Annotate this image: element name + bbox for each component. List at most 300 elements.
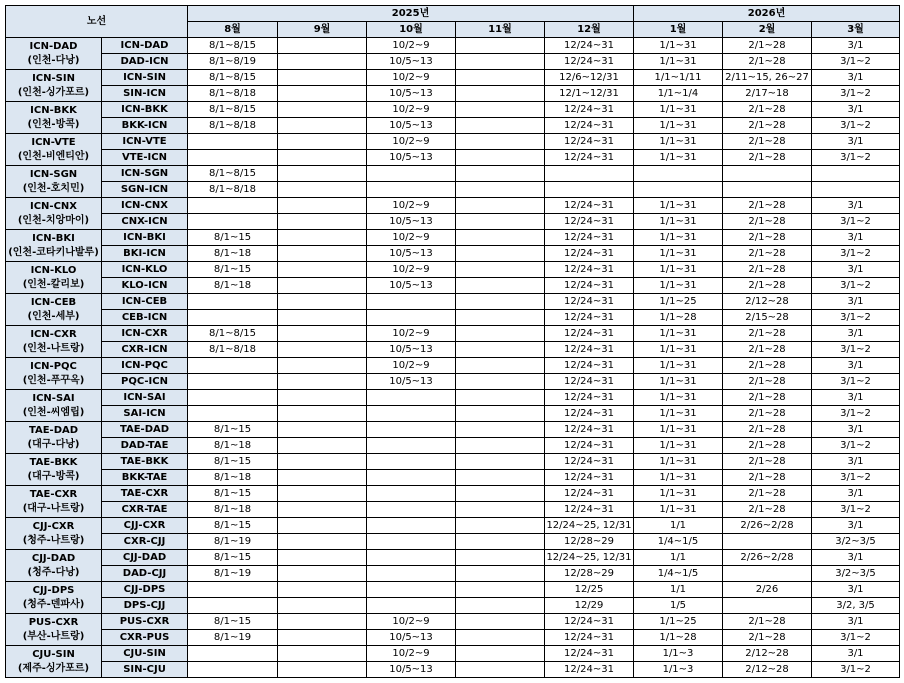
date-cell: [456, 86, 545, 102]
segment-cell: ICN-PQC: [102, 358, 188, 374]
date-cell: 1/1~31: [634, 358, 723, 374]
month-header: 10월: [367, 22, 456, 38]
date-cell: [278, 438, 367, 454]
route-group-cell: [6, 422, 102, 454]
date-cell: 1/1~25: [634, 294, 723, 310]
route-city-names: (대구-다낭): [27, 438, 80, 450]
date-cell: 8/1~19: [188, 534, 278, 550]
date-cell: 10/5~13: [367, 214, 456, 230]
route-city-names: (인천-나트랑): [22, 342, 85, 354]
date-cell: 8/1~8/19: [188, 54, 278, 70]
table-row: [6, 70, 900, 86]
date-cell: [367, 486, 456, 502]
date-cell: [367, 598, 456, 614]
date-cell: 12/24~25, 12/31: [545, 550, 634, 566]
date-cell: 3/1: [812, 134, 900, 150]
route-group-cell: [6, 102, 102, 134]
segment-cell: SAI-ICN: [102, 406, 188, 422]
date-cell: 1/1~31: [634, 422, 723, 438]
date-cell: [367, 390, 456, 406]
route-code: TAE-DAD: [28, 424, 79, 436]
table-row: [6, 118, 900, 134]
date-cell: [456, 390, 545, 406]
date-cell: [367, 454, 456, 470]
date-cell: [367, 566, 456, 582]
month-header: 11월: [456, 22, 545, 38]
date-cell: 3/1~2: [812, 278, 900, 294]
date-cell: [278, 486, 367, 502]
segment-cell: TAE-BKK: [102, 454, 188, 470]
route-group-cell: [6, 454, 102, 486]
date-cell: 3/1~2: [812, 406, 900, 422]
date-cell: [278, 326, 367, 342]
date-cell: 2/1~28: [723, 54, 812, 70]
date-cell: 12/24~25, 12/31: [545, 518, 634, 534]
date-cell: 3/1~2: [812, 438, 900, 454]
date-cell: 1/1~31: [634, 198, 723, 214]
date-cell: [278, 358, 367, 374]
date-cell: 3/2~3/5: [812, 566, 900, 582]
route-code: CJJ-CXR: [32, 520, 75, 532]
date-cell: 2/1~28: [723, 230, 812, 246]
date-cell: [278, 134, 367, 150]
date-cell: [367, 406, 456, 422]
date-cell: 3/1~2: [812, 54, 900, 70]
date-cell: 3/1~2: [812, 374, 900, 390]
date-cell: [278, 566, 367, 582]
date-cell: 12/24~31: [545, 374, 634, 390]
date-cell: 1/1~3: [634, 662, 723, 678]
date-cell: 1/1~31: [634, 38, 723, 54]
segment-cell: ICN-DAD: [102, 38, 188, 54]
table-row: [6, 230, 900, 246]
date-cell: 3/1: [812, 518, 900, 534]
segment-cell: PQC-ICN: [102, 374, 188, 390]
route-group-cell: [6, 358, 102, 390]
segment-cell: ICN-SIN: [102, 70, 188, 86]
route-city-names: (청주-다낭): [27, 566, 80, 578]
month-header: 3월: [812, 22, 900, 38]
route-code: ICN-SAI: [32, 392, 75, 404]
table-row: [6, 198, 900, 214]
date-cell: [188, 358, 278, 374]
date-cell: 2/26: [723, 582, 812, 598]
date-cell: [456, 486, 545, 502]
date-cell: 10/2~9: [367, 230, 456, 246]
date-cell: [188, 310, 278, 326]
date-cell: 12/28~29: [545, 534, 634, 550]
date-cell: [278, 518, 367, 534]
table-row: [6, 630, 900, 646]
month-header: 2월: [723, 22, 812, 38]
date-cell: [278, 278, 367, 294]
route-group-cell: [6, 134, 102, 166]
date-cell: [456, 342, 545, 358]
table-row: [6, 598, 900, 614]
date-cell: 10/5~13: [367, 118, 456, 134]
segment-cell: DAD-TAE: [102, 438, 188, 454]
date-cell: 1/1~31: [634, 278, 723, 294]
route-group-cell: [6, 518, 102, 550]
segment-cell: BKK-TAE: [102, 470, 188, 486]
date-cell: 8/1~8/15: [188, 38, 278, 54]
date-cell: 2/1~28: [723, 390, 812, 406]
date-cell: 1/1~31: [634, 454, 723, 470]
date-cell: [278, 198, 367, 214]
date-cell: 3/1: [812, 582, 900, 598]
route-city-names: (대구-나트랑): [22, 502, 85, 514]
date-cell: 3/2, 3/5: [812, 598, 900, 614]
date-cell: 3/1: [812, 230, 900, 246]
date-cell: [812, 166, 900, 182]
date-cell: 10/2~9: [367, 262, 456, 278]
date-cell: 12/24~31: [545, 502, 634, 518]
date-cell: 8/1~8/15: [188, 166, 278, 182]
segment-cell: CNX-ICN: [102, 214, 188, 230]
segment-cell: CJJ-DAD: [102, 550, 188, 566]
date-cell: [278, 342, 367, 358]
date-cell: 1/1~31: [634, 374, 723, 390]
route-city-names: (인천-비엔티안): [17, 150, 90, 162]
table-row: [6, 406, 900, 422]
date-cell: 3/1: [812, 326, 900, 342]
table-row: [6, 54, 900, 70]
route-code: ICN-DAD: [29, 40, 78, 52]
date-cell: [278, 502, 367, 518]
segment-cell: ICN-CNX: [102, 198, 188, 214]
date-cell: 3/1: [812, 262, 900, 278]
date-cell: 3/1: [812, 454, 900, 470]
date-cell: 12/24~31: [545, 390, 634, 406]
route-city-names: (부산-나트랑): [22, 630, 85, 642]
table-row: [6, 582, 900, 598]
segment-cell: ICN-VTE: [102, 134, 188, 150]
date-cell: 3/1: [812, 294, 900, 310]
date-cell: [188, 646, 278, 662]
date-cell: [456, 374, 545, 390]
date-cell: [278, 230, 367, 246]
route-code: CJJ-DPS: [32, 584, 75, 596]
date-cell: 3/1: [812, 390, 900, 406]
table-row: [6, 486, 900, 502]
date-cell: 8/1~15: [188, 614, 278, 630]
route-column-header: 노선: [6, 6, 188, 38]
route-code: ICN-KLO: [30, 264, 77, 276]
table-row: [6, 662, 900, 678]
date-cell: 8/1~15: [188, 262, 278, 278]
date-cell: [634, 182, 723, 198]
date-cell: 10/5~13: [367, 662, 456, 678]
date-cell: [367, 166, 456, 182]
date-cell: 2/12~28: [723, 646, 812, 662]
date-cell: 12/24~31: [545, 326, 634, 342]
date-cell: 8/1~8/15: [188, 102, 278, 118]
date-cell: 1/1~31: [634, 470, 723, 486]
date-cell: [367, 582, 456, 598]
date-cell: 2/1~28: [723, 358, 812, 374]
date-cell: 1/1~31: [634, 118, 723, 134]
date-cell: 3/1: [812, 38, 900, 54]
date-cell: 1/1~31: [634, 214, 723, 230]
month-header: 8월: [188, 22, 278, 38]
date-cell: 2/1~28: [723, 502, 812, 518]
route-city-names: (인천-푸꾸옥): [22, 374, 85, 386]
date-cell: 1/1~31: [634, 438, 723, 454]
date-cell: 1/1~31: [634, 134, 723, 150]
table-row: [6, 134, 900, 150]
date-cell: 3/1: [812, 614, 900, 630]
date-cell: [456, 310, 545, 326]
date-cell: 8/1~8/15: [188, 70, 278, 86]
date-cell: 10/2~9: [367, 102, 456, 118]
table-row: [6, 310, 900, 326]
date-cell: [545, 182, 634, 198]
date-cell: [278, 38, 367, 54]
date-cell: 1/1~31: [634, 406, 723, 422]
segment-cell: CJJ-DPS: [102, 582, 188, 598]
date-cell: [367, 182, 456, 198]
table-row: [6, 374, 900, 390]
date-cell: 12/24~31: [545, 454, 634, 470]
route-code: ICN-BKK: [30, 104, 77, 116]
date-cell: 12/24~31: [545, 422, 634, 438]
date-cell: 10/5~13: [367, 630, 456, 646]
route-group-cell: [6, 614, 102, 646]
route-code: ICN-BKI: [32, 232, 75, 244]
date-cell: [456, 566, 545, 582]
date-cell: [456, 70, 545, 86]
date-cell: 8/1~8/18: [188, 342, 278, 358]
date-cell: [278, 166, 367, 182]
table-row: [6, 214, 900, 230]
route-code: ICN-CNX: [30, 200, 77, 212]
date-cell: [367, 518, 456, 534]
date-cell: 2/1~28: [723, 630, 812, 646]
date-cell: 8/1~18: [188, 470, 278, 486]
date-cell: [367, 438, 456, 454]
route-group-cell: [6, 166, 102, 198]
date-cell: [278, 54, 367, 70]
date-cell: 12/24~31: [545, 54, 634, 70]
date-cell: [723, 598, 812, 614]
date-cell: [456, 630, 545, 646]
date-cell: 12/29: [545, 598, 634, 614]
date-cell: 1/1~31: [634, 230, 723, 246]
date-cell: 3/1~2: [812, 630, 900, 646]
date-cell: 1/1~28: [634, 310, 723, 326]
table-row: [6, 246, 900, 262]
date-cell: [456, 54, 545, 70]
date-cell: 1/1~31: [634, 342, 723, 358]
table-row: [6, 518, 900, 534]
date-cell: [456, 358, 545, 374]
route-group-cell: [6, 70, 102, 102]
date-cell: 10/2~9: [367, 358, 456, 374]
date-cell: 1/1~31: [634, 502, 723, 518]
date-cell: 12/24~31: [545, 486, 634, 502]
segment-cell: CEB-ICN: [102, 310, 188, 326]
date-cell: 8/1~15: [188, 518, 278, 534]
date-cell: 8/1~19: [188, 566, 278, 582]
date-cell: 3/1: [812, 550, 900, 566]
route-city-names: (인천-호치민): [22, 182, 85, 194]
date-cell: [456, 422, 545, 438]
date-cell: 8/1~8/18: [188, 118, 278, 134]
date-cell: 2/1~28: [723, 246, 812, 262]
route-city-names: (인천-세부): [27, 310, 80, 322]
date-cell: 1/5: [634, 598, 723, 614]
date-cell: 2/1~28: [723, 438, 812, 454]
date-cell: 1/4~1/5: [634, 566, 723, 582]
route-group-cell: [6, 198, 102, 230]
date-cell: [456, 646, 545, 662]
segment-cell: DPS-CJJ: [102, 598, 188, 614]
segment-cell: DAD-CJJ: [102, 566, 188, 582]
date-cell: 2/1~28: [723, 198, 812, 214]
segment-cell: SIN-CJU: [102, 662, 188, 678]
date-cell: 12/24~31: [545, 214, 634, 230]
date-cell: 1/1~1/11: [634, 70, 723, 86]
date-cell: 2/1~28: [723, 326, 812, 342]
table-row: [6, 150, 900, 166]
table-row: [6, 646, 900, 662]
date-cell: 8/1~19: [188, 630, 278, 646]
table-row: [6, 102, 900, 118]
date-cell: [278, 246, 367, 262]
date-cell: [278, 294, 367, 310]
date-cell: [278, 534, 367, 550]
date-cell: 12/24~31: [545, 342, 634, 358]
date-cell: [456, 614, 545, 630]
date-cell: 3/1~2: [812, 150, 900, 166]
route-city-names: (청주-나트랑): [22, 534, 85, 546]
date-cell: [456, 294, 545, 310]
date-cell: 12/24~31: [545, 294, 634, 310]
segment-cell: TAE-DAD: [102, 422, 188, 438]
segment-cell: CJJ-CXR: [102, 518, 188, 534]
date-cell: 3/1~2: [812, 662, 900, 678]
segment-cell: CXR-ICN: [102, 342, 188, 358]
date-cell: 2/1~28: [723, 262, 812, 278]
route-group-cell: [6, 38, 102, 70]
date-cell: 12/24~31: [545, 38, 634, 54]
date-cell: 2/17~18: [723, 86, 812, 102]
route-group-cell: [6, 326, 102, 358]
date-cell: [545, 166, 634, 182]
date-cell: 3/1: [812, 486, 900, 502]
route-code: PUS-CXR: [28, 616, 79, 628]
date-cell: 3/1~2: [812, 470, 900, 486]
date-cell: 10/5~13: [367, 342, 456, 358]
date-cell: [456, 278, 545, 294]
date-cell: [456, 502, 545, 518]
date-cell: 3/1: [812, 422, 900, 438]
table-row: [6, 566, 900, 582]
segment-cell: CXR-PUS: [102, 630, 188, 646]
date-cell: 2/1~28: [723, 150, 812, 166]
date-cell: 2/1~28: [723, 422, 812, 438]
date-cell: 8/1~15: [188, 550, 278, 566]
table-row: [6, 422, 900, 438]
date-cell: 8/1~15: [188, 422, 278, 438]
route-group-cell: [6, 294, 102, 326]
date-cell: 2/1~28: [723, 406, 812, 422]
segment-cell: TAE-CXR: [102, 486, 188, 502]
date-cell: 12/24~31: [545, 102, 634, 118]
segment-cell: PUS-CXR: [102, 614, 188, 630]
date-cell: [278, 406, 367, 422]
month-header: 1월: [634, 22, 723, 38]
segment-cell: SGN-ICN: [102, 182, 188, 198]
date-cell: 2/11~15, 26~27: [723, 70, 812, 86]
date-cell: 10/2~9: [367, 646, 456, 662]
date-cell: [278, 454, 367, 470]
date-cell: [456, 470, 545, 486]
date-cell: [188, 150, 278, 166]
date-cell: 3/1: [812, 358, 900, 374]
route-city-names: (대구-방콕): [27, 470, 80, 482]
date-cell: 3/1: [812, 198, 900, 214]
date-cell: [188, 214, 278, 230]
date-cell: 12/24~31: [545, 246, 634, 262]
table-row: [6, 278, 900, 294]
date-cell: 1/1~31: [634, 54, 723, 70]
date-cell: 10/2~9: [367, 614, 456, 630]
month-header: 9월: [278, 22, 367, 38]
route-city-names: (제주-싱가포르): [17, 662, 90, 674]
date-cell: [188, 582, 278, 598]
date-cell: [456, 166, 545, 182]
date-cell: 12/24~31: [545, 630, 634, 646]
date-cell: 10/5~13: [367, 150, 456, 166]
route-city-names: (인천-칼리보): [22, 278, 85, 290]
date-cell: 2/1~28: [723, 278, 812, 294]
date-cell: [278, 646, 367, 662]
route-city-names: (인천-치앙마이): [17, 214, 90, 226]
date-cell: 1/1~31: [634, 102, 723, 118]
date-cell: [188, 390, 278, 406]
date-cell: [456, 198, 545, 214]
route-group-cell: [6, 230, 102, 262]
date-cell: [278, 214, 367, 230]
date-cell: 2/1~28: [723, 470, 812, 486]
date-cell: 2/26~2/28: [723, 550, 812, 566]
date-cell: 2/12~28: [723, 662, 812, 678]
date-cell: 3/1~2: [812, 86, 900, 102]
table-row: [6, 502, 900, 518]
date-cell: [188, 406, 278, 422]
date-cell: [456, 214, 545, 230]
date-cell: [278, 262, 367, 278]
date-cell: [188, 374, 278, 390]
table-row: [6, 86, 900, 102]
table-row: [6, 358, 900, 374]
date-cell: 8/1~18: [188, 438, 278, 454]
date-cell: 2/1~28: [723, 342, 812, 358]
date-cell: 12/28~29: [545, 566, 634, 582]
date-cell: 2/1~28: [723, 374, 812, 390]
date-cell: [456, 582, 545, 598]
date-cell: 10/2~9: [367, 326, 456, 342]
date-cell: 2/1~28: [723, 454, 812, 470]
date-cell: 12/24~31: [545, 134, 634, 150]
date-cell: [456, 262, 545, 278]
date-cell: [278, 550, 367, 566]
table-row: [6, 550, 900, 566]
table-row: [6, 166, 900, 182]
date-cell: [367, 534, 456, 550]
date-cell: 2/12~28: [723, 294, 812, 310]
